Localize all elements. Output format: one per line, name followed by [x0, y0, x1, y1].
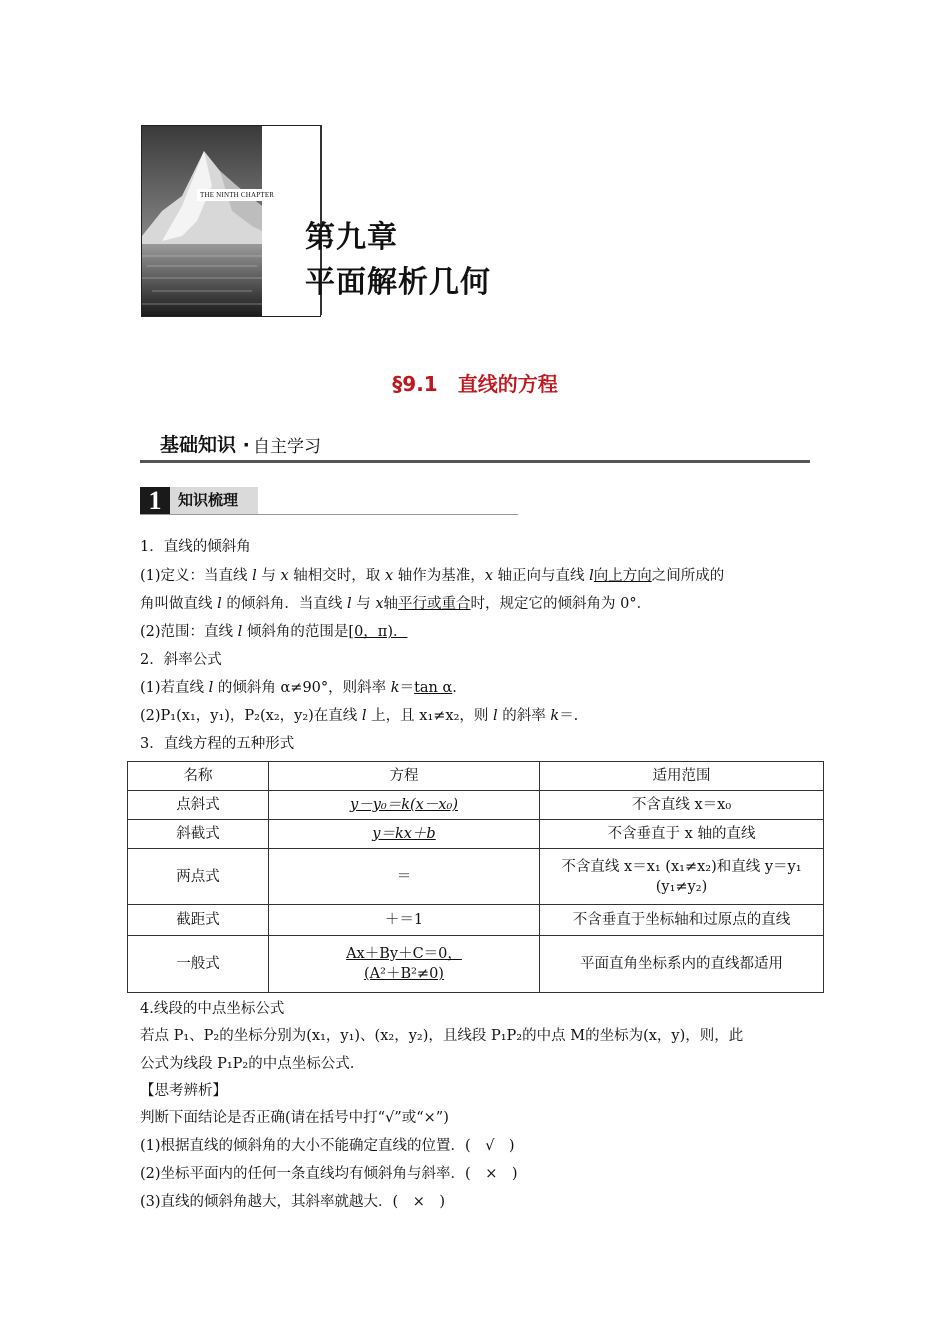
t: (1)若直线: [140, 680, 209, 696]
table-row: [128, 820, 824, 849]
think-intro: 判断下面结论是否正确(请在括号中打“√”或“×”): [140, 1110, 449, 1126]
form-scope: [540, 849, 824, 905]
chapter-name: 平面解析几何: [305, 265, 491, 300]
t: (2): [140, 708, 161, 724]
table-row: [128, 791, 824, 820]
t: 的斜率: [497, 708, 551, 724]
answer-blank: 向上方向: [593, 568, 652, 584]
t: .: [452, 680, 457, 696]
var-l: l: [217, 596, 222, 612]
equation-forms-table: [127, 761, 824, 993]
item4-heading: 4.线段的中点坐标公式: [140, 1001, 285, 1017]
var-k: k: [390, 680, 400, 696]
table-header: 名称: [128, 762, 269, 791]
chapter-number: 第九章: [305, 220, 398, 255]
var-x: x: [375, 596, 384, 612]
t: 上，且 x₁≠x₂，则: [366, 708, 494, 724]
form-name: 一般式: [128, 936, 269, 993]
form-equation: ＋＝1: [269, 905, 540, 936]
item1-definition-line2: 角叫做直线 l 的倾斜角．当直线 l 与 x轴平行或重合时，规定它的倾斜角为 0°．: [140, 596, 652, 612]
t: 轴相交时，取: [288, 568, 385, 584]
table-header: 适用范围: [540, 762, 824, 791]
t: 轴作为基准，: [393, 568, 485, 584]
table-header-row: [128, 762, 824, 791]
band-main-label: [160, 430, 250, 457]
t: (2)范围：直线: [140, 624, 238, 640]
answer-blank: tan α: [414, 680, 453, 696]
chapter-cover-image: [141, 125, 321, 317]
form-equation: [269, 936, 540, 993]
form-scope: 不含直线 x＝x₀: [540, 791, 824, 820]
t: (1)定义：当直线: [140, 568, 253, 584]
part-number: 1: [140, 487, 170, 514]
t: 轴正向与直线: [492, 568, 590, 584]
form-scope: 平面直角坐标系内的直线都适用: [540, 936, 824, 993]
part-label: 知识梳理: [170, 487, 258, 514]
var-l: l: [361, 708, 367, 724]
chapter-english-tag: THE NINTH CHAPTER: [197, 189, 300, 201]
t: 之间所成的: [651, 568, 725, 584]
item1-definition-line1: [140, 566, 724, 586]
think-question-2: (2)坐标平面内的任何一条直线均有倾斜角与斜率．( × ): [140, 1166, 518, 1182]
t: 与: [351, 596, 376, 612]
t: P₁(x₁，y₁)，P₂(x₂，y₂)在直线: [160, 708, 362, 724]
t: 的倾斜角．当直线: [221, 596, 347, 612]
answer-blank: Ax＋By＋C＝0，: [346, 946, 462, 962]
item4-paragraph2: 公式为线段 P₁P₂的中点坐标公式.: [140, 1056, 355, 1072]
answer-blank: 平行或重合: [398, 596, 471, 612]
form-name: 点斜式: [128, 791, 269, 820]
var-k: k: [550, 708, 560, 724]
t: 时，规定它的倾斜角为 0°．: [470, 596, 652, 612]
form-equation: [269, 820, 540, 849]
t: ＝.: [559, 708, 579, 724]
form-scope: 不含垂直于 x 轴的直线: [540, 820, 824, 849]
section-title: §9.1 直线的方程: [392, 372, 558, 396]
think-heading: 【思考辨析】: [140, 1083, 227, 1099]
answer-blank: y－y₀＝k(x－x₀): [350, 797, 458, 813]
t: 与: [256, 568, 281, 584]
var-x: x: [280, 568, 289, 584]
answer-blank: y＝kx＋b: [372, 826, 436, 842]
item1-range: [140, 622, 407, 642]
form-equation: [269, 791, 540, 820]
answer-blank: (A²＋B²≠0): [364, 966, 444, 982]
item4-paragraph1: 若点 P₁、P₂的坐标分别为(x₁，y₁)、(x₂，y₂)，且线段 P₁P₂的中点 M的坐标为(x，y)，则，此: [140, 1028, 744, 1044]
t: 倾斜角的范围是: [242, 624, 349, 640]
item2-line2: [140, 706, 578, 726]
table-row: [128, 936, 824, 993]
item2-line1: [140, 678, 457, 698]
var-l: l: [208, 680, 214, 696]
item3-heading: 3．直线方程的五种形式: [140, 736, 295, 752]
think-question-1: (1)根据直线的倾斜角的大小不能确定直线的位置．( √ ): [140, 1138, 515, 1154]
form-equation: ＝: [269, 849, 540, 905]
form-scope: 不含垂直于坐标轴和过原点的直线: [540, 905, 824, 936]
form-name: 截距式: [128, 905, 269, 936]
item1-heading: 1．直线的倾斜角: [140, 539, 251, 555]
var-l: l: [589, 568, 594, 584]
var-l: l: [237, 624, 243, 640]
form-name: 斜截式: [128, 820, 269, 849]
t: ＝: [399, 680, 415, 696]
table-header: 方程: [269, 762, 540, 791]
answer-blank: [0，π)．: [348, 624, 408, 640]
form-name: 两点式: [128, 849, 269, 905]
t: 角叫做直线: [140, 596, 218, 612]
iceberg-photo: [142, 126, 262, 316]
scope-line: 不含直线 x＝x₁ (x₁≠x₂)和直线 y＝y₁: [561, 858, 802, 875]
var-l: l: [346, 596, 352, 612]
scope-line: (y₁≠y₂): [655, 878, 708, 895]
var-x: x: [384, 568, 394, 584]
item2-heading: 2．斜率公式: [140, 652, 222, 668]
table-row: [128, 905, 824, 936]
var-x: x: [484, 568, 493, 584]
band-main-text: 基础知识: [160, 434, 237, 456]
table-row: [128, 849, 824, 905]
band-separator: ·: [242, 434, 250, 456]
think-question-3: (3)直线的倾斜角越大，其斜率就越大．( × ): [140, 1194, 446, 1210]
band-sub-label: 自主学习: [253, 437, 321, 457]
t: 的倾斜角 α≠90°，则斜率: [213, 680, 391, 696]
var-l: l: [493, 708, 498, 724]
var-l: l: [252, 568, 257, 584]
